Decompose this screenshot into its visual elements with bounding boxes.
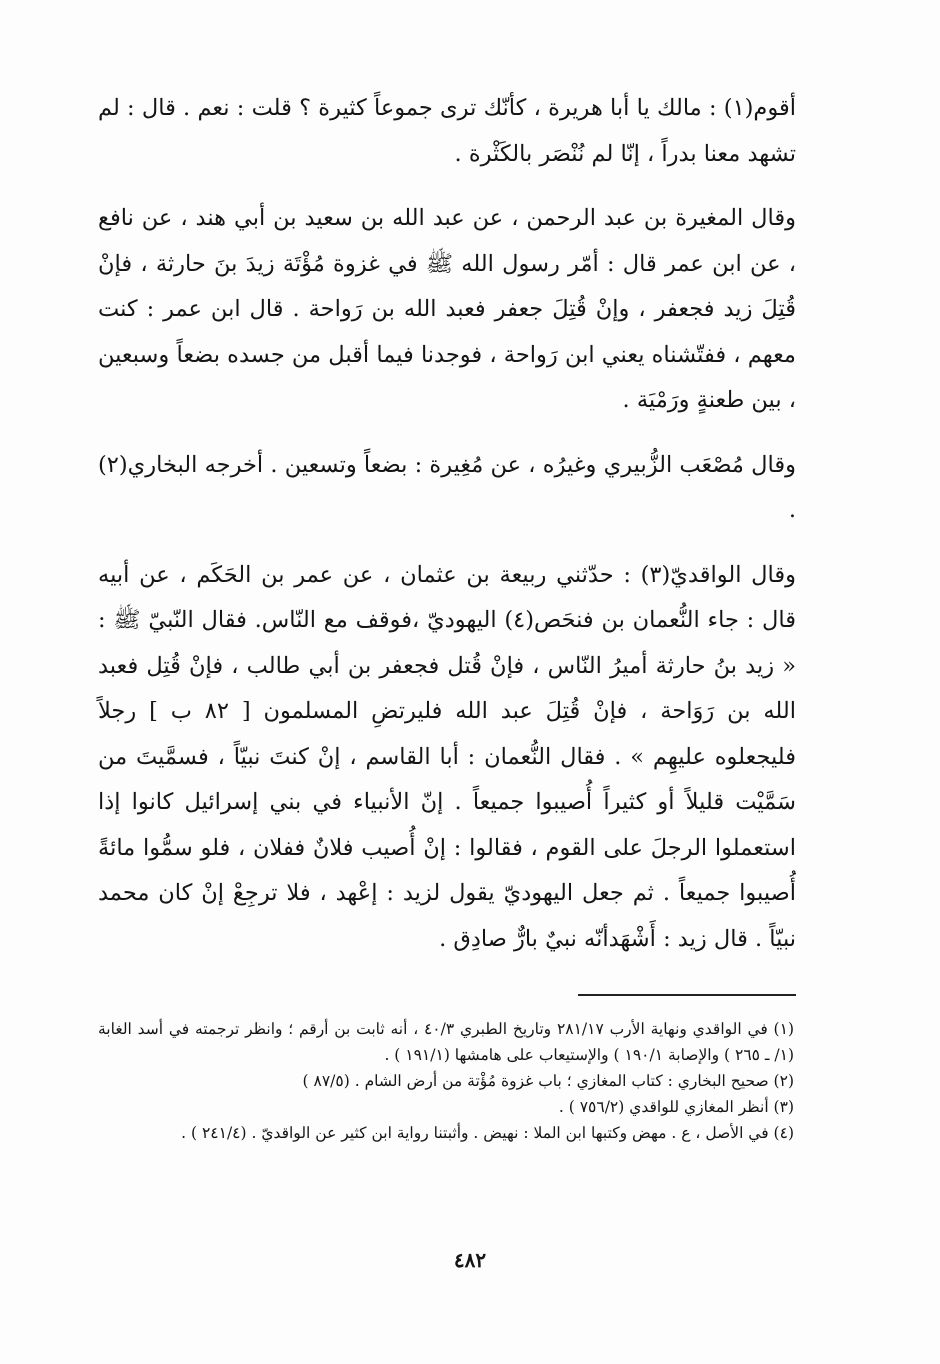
paragraph: أقوم(١) : مالك يا أبا هريرة ، كأنّك ترى جموعاً كثيرة ؟ قلت : نعم . قال : لم تشهد معنا بدراً ، إنّا لم نُنْصَر بالكَثْرة . <box>98 95 796 167</box>
paragraph: وقال مُصْعَب الزُّبيري وغيرُه ، عن مُغِيرة : بضعاً وتسعين . أخرجه البخاري(٢) . <box>98 451 796 523</box>
footnote: (١) في الواقدي ونهاية الأرب ٢٨١/١٧ وتاريخ الطبري ٤٠/٣ ، أنه ثابت بن أرقم ؛ وانظر ترجمته في أسد الغابة (١/ ـ ٢٦٥ ) والإصابة ١٩٠/١ ) والإستيعاب على هامشها (١٩١/١ ) . <box>98 1020 794 1064</box>
main-text <box>98 86 796 962</box>
paragraph: وقال الواقديّ(٣) : حدّثني ربيعة بن عثمان ، عن عمر بن الحَكَم ، عن أبيه قال : جاء النُّعمان بن فنحَص(٤) اليهوديّ ،فوقف مع النّاس. فقال النّبيّ ﷺ : « زيد بنُ حارثة أميرُ النّاس ، فإنْ قُتل فجعفر بن أبي طالب ، فإنْ قُتِل فعبد الله بن رَوَاحة ، فإنْ قُتِلَ عبد الله فليرتضِ المسلمون [ ٨٢ ب ] رجلاً فليجعلوه عليهِم » . فقال النُّعمان : أبا القاسم ، إنْ كنتَ نبيّاً ، فسمَّيتَ من سَمَّيْت قليلاً أو كثيراً أُصيبوا جميعاً . إنّ الأنبياء في بني إسرائيل كانوا إذا استعملوا الرجلَ على القوم ، فقالوا : إنْ أُصيب فلانٌ ففلان ، فلو سمُّوا مائةً أُصيبوا جميعاً . ثم جعل اليهوديّ يقول لزيد : إعْهد ، فلا ترجِعْ إنْ كان محمد نبيّاً . قال زيد : أَشْهَدأنّه نبيٌ بارٌّ صادِق . <box>98 561 797 952</box>
footnote: (٢) صحيح البخاري : كتاب المغازي ؛ باب غزوة مُؤْتة من أرض الشام . (٨٧/٥ ) <box>302 1072 794 1090</box>
footnote: (٤) في الأصل ، ع . مهض وكتبها ابن الملا : نهيض . وأثبتنا رواية ابن كثير عن الواقديّ . (٢٤١/٤ ) . <box>181 1124 794 1142</box>
paragraph: وقال المغيرة بن عبد الرحمن ، عن عبد الله بن سعيد بن أبي هند ، عن نافع ، عن ابن عمر قال : أمّر رسول الله ﷺ في غزوة مُؤْتَة زيدَ بنَ حارثة ، فإنْ قُتِلَ زيد فجعفر ، وإنْ قُتِلَ جعفر فعبد الله بن رَواحة . قال ابن عمر : كنت معهم ، ففتّشناه يعني ابن رَواحة ، فوجدنا فيما أقبل من جسده بضعاً وسبعين ، بين طعنةٍ ورَمْيَة . <box>98 205 796 413</box>
page-number: ٤٨٢ <box>453 1248 487 1272</box>
footnotes <box>98 1016 794 1146</box>
footnote-separator <box>578 994 796 996</box>
footnote: (٣) أنظر المغازي للواقدي (٧٥٦/٢ ) . <box>558 1098 794 1116</box>
